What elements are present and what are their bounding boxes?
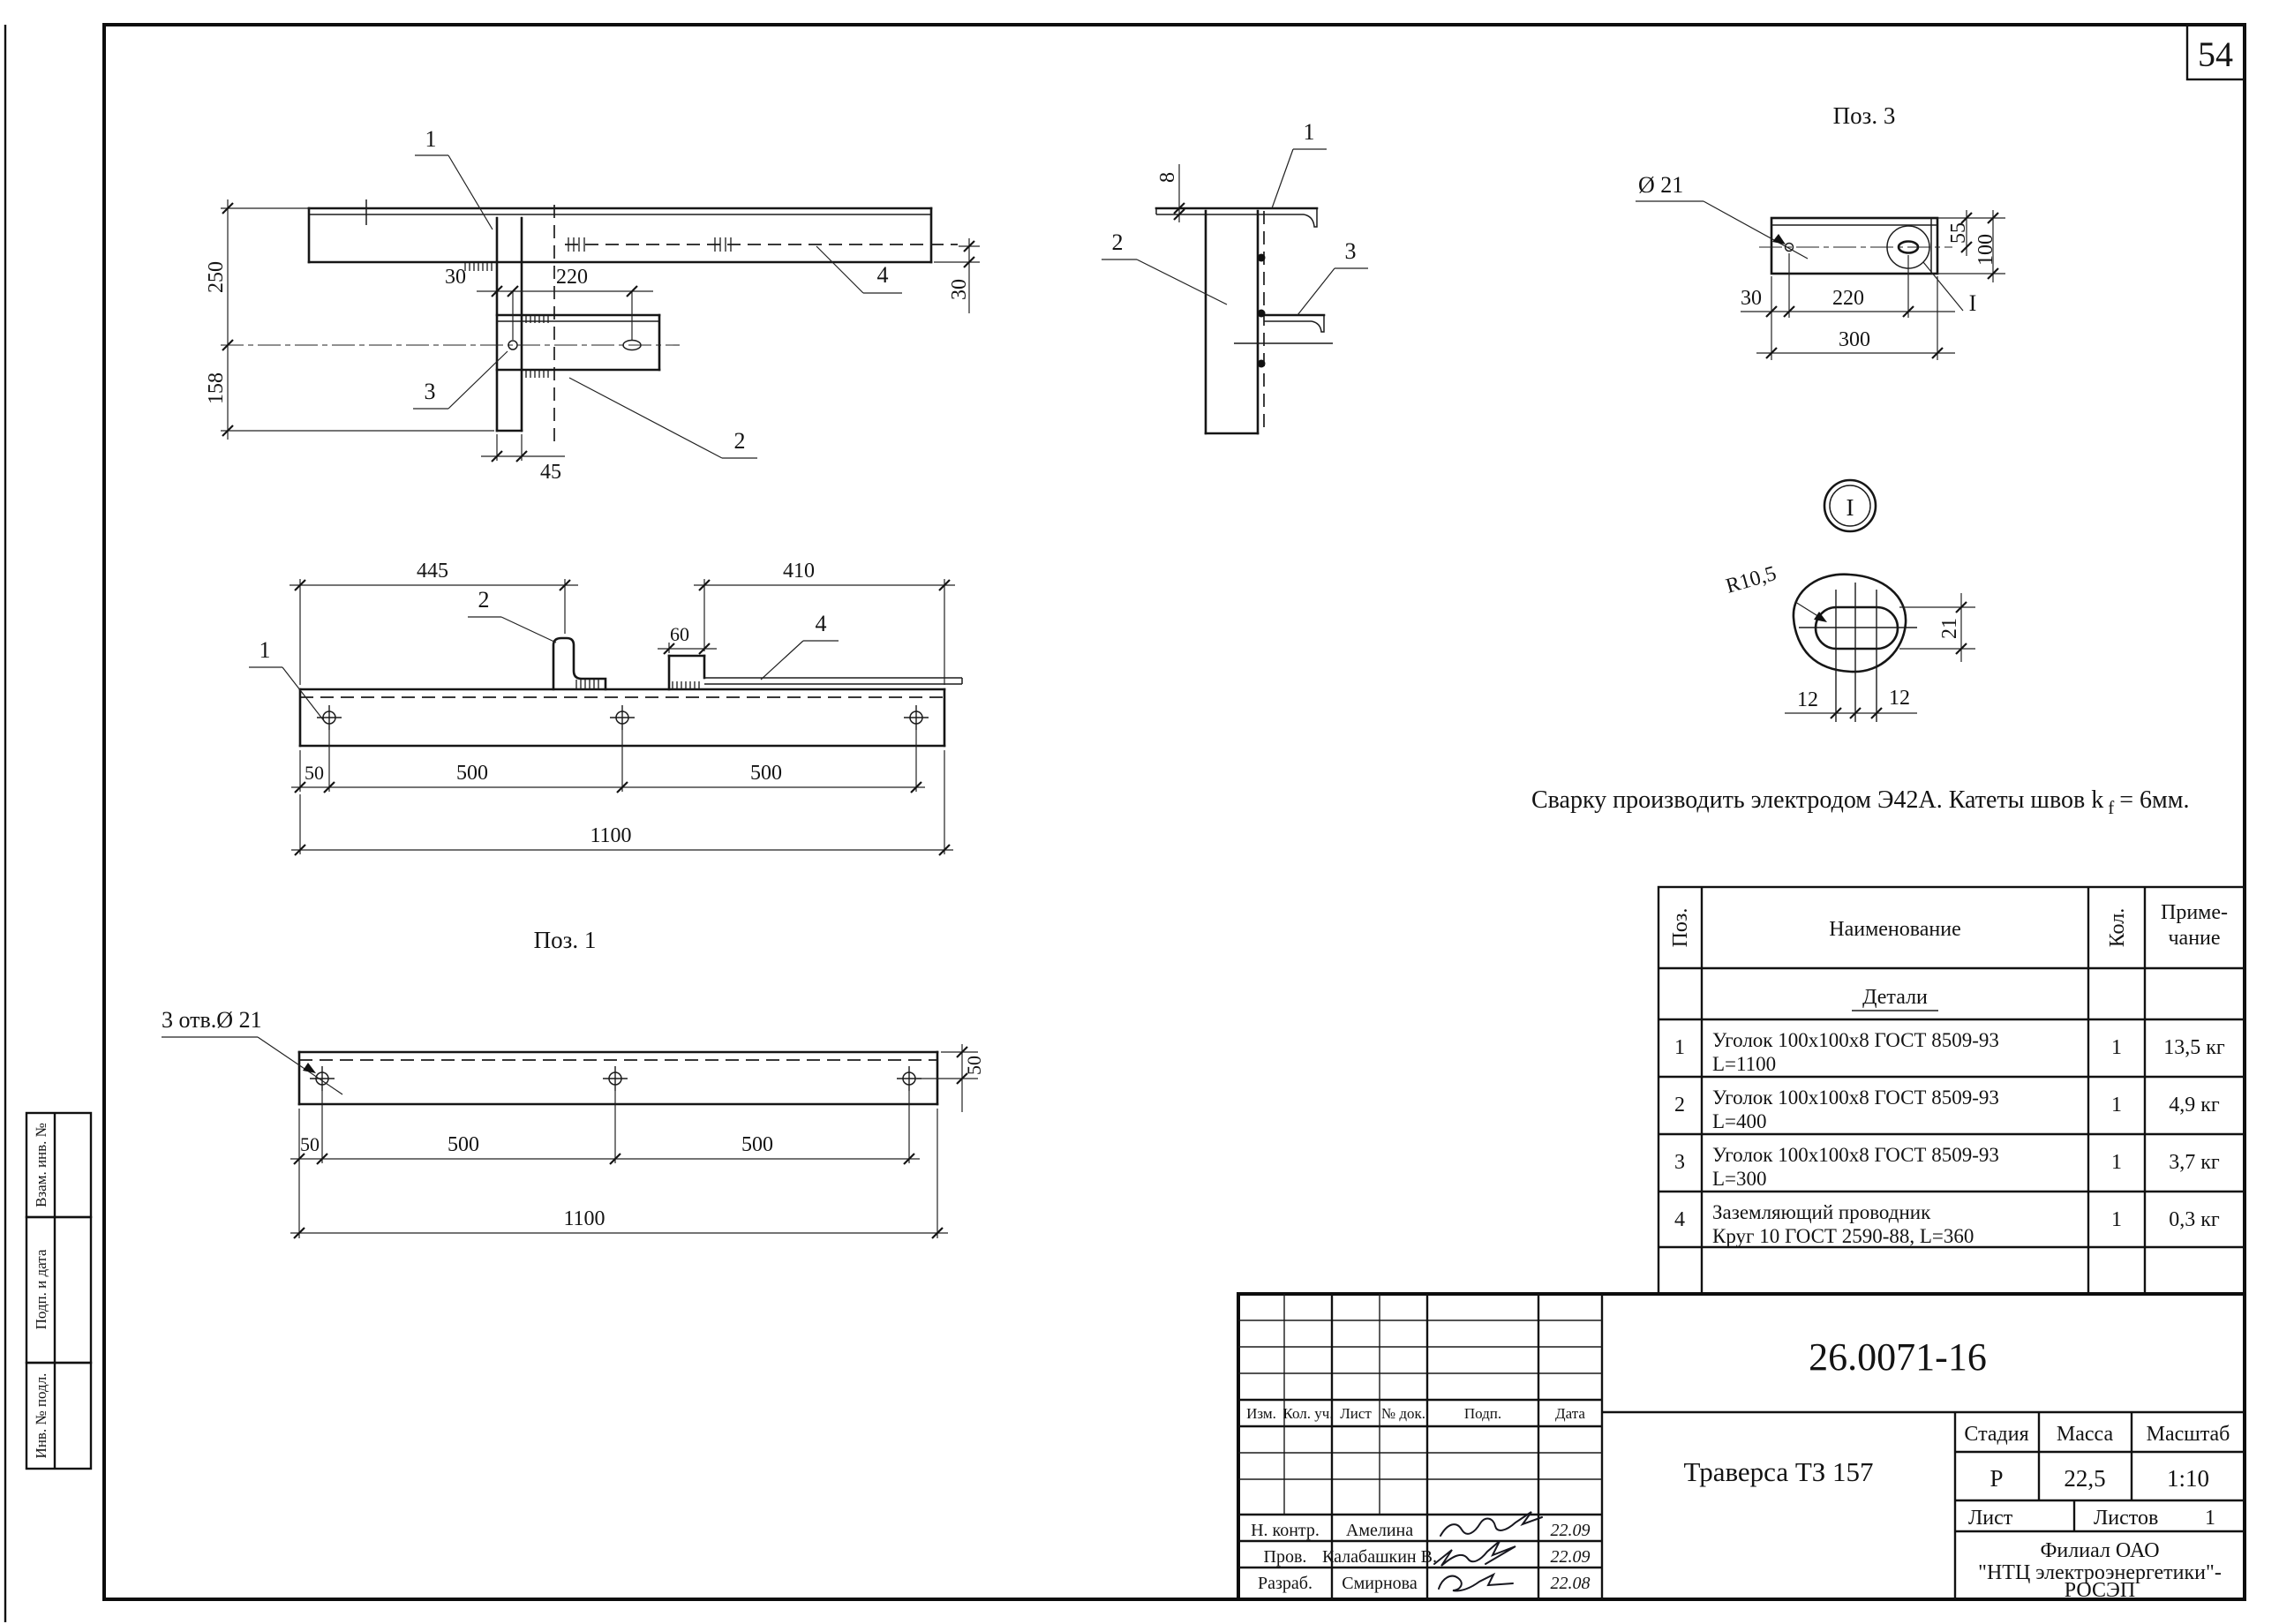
title-block: [1238, 1294, 2245, 1602]
holes-label: 3 отв.Ø 21: [162, 1007, 262, 1033]
dim-60: [658, 623, 717, 654]
leader-label-4: 4: [876, 262, 889, 288]
dim-8: [1156, 164, 1185, 222]
view-detail-i: [1723, 480, 1975, 722]
dim-pos1-50: 50: [300, 1133, 320, 1155]
name-kalabashkin: Калабашкин В.: [1322, 1547, 1437, 1567]
leader-side-1: [1272, 119, 1327, 208]
table-row: [1674, 1086, 2220, 1132]
row3-name2: L=300: [1712, 1168, 1767, 1190]
dim-plan-chain: [291, 730, 925, 793]
note-sub: f: [2108, 797, 2115, 818]
col-note-2: чание: [2168, 927, 2221, 950]
dim-plan-50: 50: [305, 762, 324, 784]
dim-30-right: [934, 238, 980, 313]
stamp-podp-data: Подп. и дата: [33, 1249, 49, 1330]
section-details: Детали: [1862, 986, 1928, 1009]
row4-name1: Заземляющий проводник: [1712, 1201, 1931, 1223]
leader-side-3: [1297, 238, 1368, 315]
row4-note: 0,3 кг: [2169, 1208, 2220, 1231]
dim-250: 250: [205, 261, 228, 293]
col-note-1: Приме-: [2160, 901, 2229, 924]
rev-col-dok: № док.: [1380, 1405, 1426, 1422]
row3-note: 3,7 кг: [2169, 1151, 2220, 1174]
rev-col-data: Дата: [1555, 1405, 1585, 1422]
stage-label: Стадия: [1964, 1423, 2029, 1446]
view-pos3: [1636, 102, 2005, 360]
dim-158: 158: [205, 372, 228, 404]
leader-r105: [1723, 562, 1827, 622]
row1-name2: L=1100: [1712, 1053, 1777, 1075]
company-line1: Филиал ОАО: [2040, 1539, 2160, 1562]
view-side: [1102, 119, 1368, 433]
view-pos1: [162, 927, 985, 1238]
detail-marker-ref: I: [1968, 290, 1977, 316]
leader-plan-2: [468, 587, 556, 643]
rev-col-izm: Изм.: [1246, 1405, 1276, 1422]
plan-holes: [317, 705, 929, 730]
dim-pos1-500l: 500: [448, 1133, 479, 1156]
dim-30-220-300: [1741, 253, 1955, 360]
row2-qty: 1: [2111, 1094, 2122, 1116]
row3-qty: 1: [2111, 1151, 2122, 1174]
dim-pos1-50r-label: 50: [963, 1056, 985, 1075]
pos3-title: Поз. 3: [1832, 102, 1896, 129]
leader-2: [569, 378, 757, 458]
date-nkontr: 22.09: [1550, 1521, 1591, 1540]
leader-plan-label-4: 4: [815, 611, 827, 636]
sheets-label: Листов: [2094, 1507, 2159, 1530]
table-row: [1674, 1201, 2220, 1247]
leader-side-label-2: 2: [1111, 229, 1124, 255]
dim-410-label: 410: [783, 560, 815, 583]
dim-plan-500r: 500: [750, 762, 782, 785]
col-name: Наименование: [1829, 918, 1961, 941]
leader-label-1: 1: [425, 126, 437, 152]
view-plan: [249, 560, 962, 855]
weld-note: [1531, 786, 2189, 818]
dim-30-r: 30: [948, 279, 971, 300]
dim-8-label: 8: [1156, 172, 1179, 183]
row2-name2: L=400: [1712, 1110, 1767, 1132]
row4-pos: 4: [1674, 1208, 1685, 1231]
row1-name1: Уголок 100х100х8 ГОСТ 8509-93: [1712, 1029, 1999, 1051]
leader-side-label-3: 3: [1344, 238, 1357, 264]
dim-30-220: [445, 266, 653, 340]
dim-220-pos3: 220: [1832, 287, 1864, 310]
name-smirnova: Смирнова: [1342, 1574, 1418, 1593]
role-prov: Пров.: [1263, 1547, 1307, 1567]
role-nkontr: Н. контр.: [1251, 1521, 1320, 1540]
view-main: [205, 126, 980, 484]
dim-plan-500l: 500: [456, 762, 488, 785]
dim-12-12: [1785, 687, 1917, 718]
leader-plan-1: [249, 637, 325, 722]
row2-pos: 2: [1674, 1094, 1685, 1116]
pos1-title: Поз. 1: [533, 927, 597, 953]
rev-col-list: Лист: [1340, 1405, 1372, 1422]
date-prov: 22.09: [1550, 1547, 1591, 1567]
dim-445-label: 445: [417, 560, 448, 583]
left-stamps: [26, 1113, 91, 1469]
company-line2: "НТЦ электроэнергетики"-: [1978, 1561, 2222, 1584]
dim-pos1-50r: [917, 1044, 985, 1112]
leader-holes: [162, 1007, 342, 1094]
dim-220: 220: [556, 266, 588, 289]
dim-300-pos3: 300: [1839, 328, 1870, 351]
mass-label: Масса: [2056, 1423, 2114, 1446]
row2-note: 4,9 кг: [2169, 1094, 2220, 1116]
doc-number: 26.0071-16: [1809, 1335, 1987, 1379]
row4-name2: Круг 10 ГОСТ 2590-88, L=360: [1712, 1225, 1974, 1247]
leader-plan-4: [761, 611, 839, 680]
leader-side-label-1: 1: [1303, 119, 1315, 145]
parts-table: [1658, 887, 2245, 1294]
leader-label-2: 2: [733, 428, 746, 454]
dim-55: 55: [1947, 222, 1970, 244]
page-number: 54: [2198, 34, 2233, 74]
dim-30: 30: [445, 266, 466, 289]
sheet-label: Лист: [1968, 1507, 2013, 1530]
role-razrab: Разраб.: [1258, 1574, 1312, 1593]
row1-pos: 1: [1674, 1036, 1685, 1059]
rev-col-koluch: Кол. уч.: [1282, 1405, 1334, 1422]
stamp-vzam-inv: Взам. инв. №: [33, 1123, 49, 1207]
dim-445: [290, 560, 578, 685]
row1-note: 13,5 кг: [2163, 1036, 2225, 1059]
col-qty: Кол.: [2106, 907, 2129, 948]
mass-value: 22,5: [2064, 1465, 2106, 1492]
dim-12-left: 12: [1797, 688, 1818, 711]
name-amelina: Амелина: [1345, 1521, 1414, 1540]
row3-pos: 3: [1674, 1151, 1685, 1174]
sign-row-razrab: [1258, 1574, 1590, 1593]
dim-60-label: 60: [670, 623, 689, 645]
leader-dia21: [1636, 172, 1808, 259]
leader-side-2: [1102, 229, 1227, 304]
leader-4: [816, 246, 902, 293]
row4-qty: 1: [2111, 1208, 2122, 1231]
revision-grid: [1238, 1294, 1602, 1599]
dim-pos1-500r: 500: [741, 1133, 773, 1156]
signature-scribble: [1439, 1575, 1513, 1590]
leader-plan-label-2: 2: [478, 587, 490, 613]
table-row: [1674, 1029, 2225, 1075]
dim-30-pos3: 30: [1741, 287, 1762, 310]
dim-plan-1100-label: 1100: [590, 824, 632, 847]
rev-col-podp: Подп.: [1463, 1405, 1502, 1422]
note-part1: Сварку производить электродом Э42А. Катеты швов k: [1531, 786, 2104, 814]
note-part2: = 6мм.: [2119, 786, 2190, 814]
table-row: [1674, 1144, 2220, 1190]
signature-scribble: [1434, 1541, 1516, 1566]
leader-3: [413, 351, 508, 409]
dia21-label: Ø 21: [1638, 172, 1684, 198]
stage-value: Р: [1989, 1465, 2004, 1492]
leader-plan-label-1: 1: [259, 637, 271, 663]
dim-250-158: [205, 199, 494, 440]
dim-pos1-1100: [290, 1109, 948, 1238]
stamp-inv-podl: Инв. № подл.: [33, 1372, 49, 1459]
dim-pos1-1100-label: 1100: [563, 1207, 605, 1230]
pos1-holes: [310, 1066, 921, 1091]
row1-qty: 1: [2111, 1036, 2122, 1059]
company-line3: РОСЭП: [2064, 1579, 2136, 1602]
drawing-title: Траверса ТЗ 157: [1683, 1456, 1874, 1487]
dim-55-100: [1937, 210, 2005, 282]
sheets-value: 1: [2205, 1507, 2215, 1530]
dim-12-right: 12: [1889, 687, 1910, 710]
date-razrab: 22.08: [1550, 1574, 1591, 1593]
row2-name1: Уголок 100х100х8 ГОСТ 8509-93: [1712, 1086, 1999, 1109]
detail-marker: I: [1846, 494, 1854, 521]
col-pos: Поз.: [1669, 907, 1692, 948]
leader-label-3: 3: [424, 379, 436, 404]
dim-45: 45: [540, 461, 561, 484]
scale-value: 1:10: [2166, 1465, 2210, 1492]
radius-label: R10,5: [1723, 561, 1779, 598]
dim-45: [481, 434, 565, 484]
dim-100: 100: [1974, 234, 1997, 266]
scale-label: Масштаб: [2146, 1423, 2230, 1446]
row3-name1: Уголок 100х100х8 ГОСТ 8509-93: [1712, 1144, 1999, 1166]
dim-21-label: 21: [1938, 618, 1961, 639]
